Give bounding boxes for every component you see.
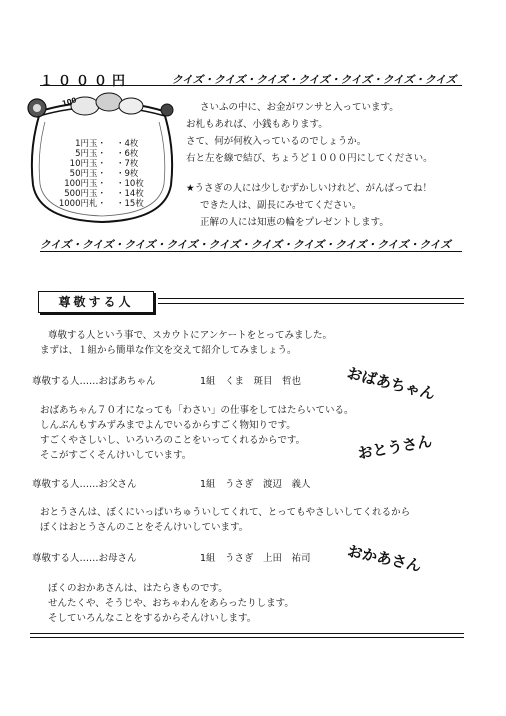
page-end-rule: [30, 637, 464, 638]
quiz-note: 正解の人には知恵の輪をプレゼントします。: [200, 217, 389, 228]
section-title: 尊敬する人: [58, 295, 134, 309]
quiz-text-line: さいふの中に、お金がワンサと入っています。: [200, 102, 399, 113]
entry-body-line: すごくやさしいし、いろいろのことをいってくれるからです。: [40, 435, 306, 446]
quiz-banner-top: クイズ・クイズ・クイズ・クイズ・クイズ・クイズ・クイズ: [172, 74, 457, 86]
entry-body-line: そしていろんなことをするからそんけいします。: [48, 613, 257, 624]
quiz-note: できた人は、副長にみせてください。: [200, 200, 362, 211]
entry-body-line: しんぶんもすみずみまでよんでいるからすごく物知りです。: [40, 420, 296, 431]
entry-body-line: ぼくのおかあさんは、はたらきものです。: [48, 583, 228, 594]
quiz-text-line: お札もあれば、小銭もあります。: [186, 119, 328, 130]
quiz-underline: [40, 85, 462, 86]
entry-heading: 尊敬する人……お母さん: [32, 553, 137, 564]
entry-heading: 尊敬する人……おばあちゃん: [32, 376, 156, 387]
quiz-banner-bottom: クイズ・クイズ・クイズ・クイズ・クイズ・クイズ・クイズ・クイズ・クイズ・クイズ: [40, 239, 451, 251]
quiz-text-line: さて、何が何枚入っているのでしょうか。: [186, 136, 367, 147]
coin-badge: 100: [61, 96, 78, 108]
section-intro-line: 尊敬する人という事で、スカウトにアンケートをとってみました。: [48, 330, 333, 341]
entry-big-word: おとうさん: [356, 431, 434, 463]
entry-author: 1組 うさぎ 上田 祐司: [200, 553, 311, 564]
entry-author: 1組 くま 斑目 哲也: [200, 376, 302, 387]
entry-heading: 尊敬する人……お父さん: [32, 479, 137, 490]
quiz-text-line: 右と左を線で結び、ちょうど１０００円にしてください。: [186, 153, 433, 164]
entry-body-line: おとうさんは、ぼくにいっぱいちゅういしてくれて、とってもやさしいしてくれるから: [40, 507, 411, 518]
entry-body-line: おばあちゃん７０才になっても「わさい」の仕事をしてはたらいている。: [40, 405, 354, 416]
coin-list: 1円玉・ ・4枚 5円玉・ ・6枚 10円玉・ ・7枚 50円玉・ ・9枚 100円玉・ ・10枚 500円玉・ ・14枚 1000円札・ ・15枚: [58, 139, 144, 209]
entry-body-line: せんたくや、そうじや、おちゃわんをあらったりします。: [48, 598, 294, 609]
quiz-title: １０００円: [40, 74, 131, 89]
quiz-bottom-rule: [40, 251, 462, 252]
section-intro-line: まずは、１組から簡単な作文を交えて紹介してみましょう。: [40, 345, 297, 356]
page-end-rule: [30, 633, 464, 634]
section-rule: [158, 298, 464, 299]
quiz-note: ★うさぎの人には少しむずかしいけれど、がんばってね！: [186, 183, 433, 194]
entry-author: 1組 うさぎ 渡辺 義人: [200, 479, 311, 490]
section-rule: [158, 303, 464, 304]
entry-big-word: おばあちゃん: [345, 363, 437, 404]
entry-body-line: そこがすごくそんけいしています。: [40, 450, 192, 461]
entry-big-word: おかあさん: [345, 541, 423, 576]
entry-body-line: ぼくはおとうさんのことをそんけいしています。: [40, 522, 249, 533]
